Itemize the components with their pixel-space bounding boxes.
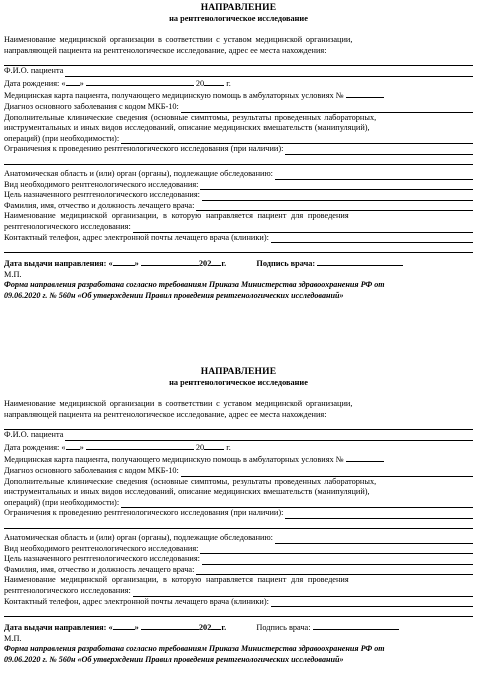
referral-form-1 [4,3,473,301]
form-subtitle: на рентгенологическое исследование [169,14,308,23]
issue-date-quote: » [134,259,139,269]
clinical-row [4,134,473,145]
issue-year-field[interactable] [211,621,221,630]
org-input-line[interactable] [4,56,473,66]
purpose-field[interactable] [202,192,473,201]
form-note-line2: 09.06.2020 г. № 560н «Об утверждении Правил проведения рентгенологических исследований» [4,654,344,664]
limits-field[interactable] [285,146,473,155]
exam-type-row [4,544,473,555]
form-note-line2: 09.06.2020 г. № 560н «Об утверждении Правил проведения рентгенологических исследований» [4,290,344,300]
purpose-row [4,554,473,565]
org-label-line2: направляющей пациента на рентгенологическое исследование, адрес ее места нахождения: [4,45,327,55]
clinical-label-line1: Дополнительные клинические сведения (основные симптомы, результаты проведенных лабораторных, [4,112,377,122]
purpose-label: Цель назначенного рентгенологического исследования: [4,554,200,564]
patient-name-label: Ф.И.О. пациента [4,430,64,440]
patient-name-field[interactable] [65,68,473,77]
form-note-line1: Форма направления разработана согласно требованиям Приказа Министерства здравоохранения РФ от [4,280,385,290]
stamp-label: М.П. [4,633,22,643]
birth-day-field[interactable] [66,77,80,86]
diagnosis-label: Диагноз основного заболевания с кодом МКБ-10: [4,101,179,111]
anatomy-field[interactable] [275,171,473,180]
med-card-label: Медицинская карта пациента, получающего медицинскую помощь в амбулаторных условиях № [4,455,344,465]
birth-year-field[interactable] [204,441,224,450]
contact-label: Контактный телефон, адрес электронной почты лечащего врача (клиники): [4,596,269,606]
limits-label: Ограничения к проведению рентгенологического исследования (при наличии): [4,144,284,154]
med-card-label: Медицинская карта пациента, получающего медицинскую помощь в амбулаторных условиях № [4,91,344,101]
patient-name-row [4,430,473,441]
birth-year-field[interactable] [204,77,224,86]
med-card-row [4,453,473,466]
signature-field[interactable] [317,257,403,266]
form-note-line1: Форма направления разработана согласно требованиям Приказа Министерства здравоохранения РФ от [4,644,385,654]
doctor-field[interactable] [196,202,473,211]
limits-row [4,508,473,519]
contact-field[interactable] [271,234,473,243]
org-label-line1: Наименование медицинской организации в соответствии с уставом медицинской организации, [4,35,353,44]
issue-day-field[interactable] [113,621,135,630]
anatomy-label: Анатомическая область и (или) орган (органы), подлежащие обследованию: [4,532,273,542]
anatomy-row [4,533,473,544]
destination-label-line2: рентгенологического исследования: [4,585,131,595]
issue-year-suffix: г. [221,623,227,633]
issue-date-label: Дата выдачи направления: « [4,623,113,633]
doctor-field[interactable] [196,566,473,575]
anatomy-label: Анатомическая область и (или) орган (органы), подлежащие обследованию: [4,168,273,178]
purpose-row [4,190,473,201]
exam-type-label: Вид необходимого рентгенологического исследования: [4,179,199,189]
destination-label-line1: Наименование медицинской организации, в которую направляется пациент для проведения [4,575,349,585]
clinical-label-line3: операций) (при необходимости): [4,133,120,143]
referral-form-2 [4,367,473,665]
med-card-field[interactable] [346,453,384,462]
destination-row [4,586,473,597]
contact-row [4,233,473,244]
issue-date-row [4,621,473,634]
anatomy-field[interactable] [275,535,473,544]
destination-label-line1: Наименование медицинской организации, в которую направляется пациент для проведения [4,211,349,221]
patient-name-row [4,66,473,77]
exam-type-field[interactable] [200,181,473,190]
contact-field[interactable] [271,598,473,607]
clinical-row [4,498,473,509]
contact-extra-line[interactable] [4,607,473,617]
birth-date-row [4,77,473,90]
signature-label: Подпись врача: [256,623,311,633]
issue-month-field[interactable] [141,621,199,630]
birth-date-label: Дата рождения: « [4,442,66,452]
org-label-line1: Наименование медицинской организации в соответствии с уставом медицинской организации, [4,399,353,408]
issue-year-prefix: 202 [198,623,212,633]
diagnosis-field[interactable] [181,468,473,477]
signature-field[interactable] [313,621,399,630]
birth-year-prefix: 20 [195,442,205,452]
clinical-label-line2: инструментальных и иных видов исследований, описание медицинских вмешательств (манипуляций), [4,123,370,133]
limits-extra-line[interactable] [4,155,473,165]
purpose-label: Цель назначенного рентгенологического исследования: [4,190,200,200]
birth-year-prefix: 20 [195,78,205,88]
birth-day-field[interactable] [66,441,80,450]
diagnosis-field[interactable] [181,104,473,113]
org-label-line2: направляющей пациента на рентгенологическое исследование, адрес ее места нахождения: [4,409,327,419]
exam-type-field[interactable] [200,545,473,554]
birth-year-suffix: г. [226,442,231,452]
destination-row [4,222,473,233]
birth-date-quote: » [79,442,84,452]
clinical-label-line1: Дополнительные клинические сведения (основные симптомы, результаты проведенных лабораторных, [4,476,377,486]
destination-field[interactable] [133,588,473,597]
issue-year-field[interactable] [211,257,221,266]
issue-date-label: Дата выдачи направления: « [4,259,113,269]
destination-field[interactable] [133,224,473,233]
limits-row [4,144,473,155]
org-input-line[interactable] [4,420,473,430]
clinical-field[interactable] [121,135,473,144]
limits-label: Ограничения к проведению рентгенологического исследования (при наличии): [4,508,284,518]
issue-year-suffix: г. [221,259,227,269]
doctor-row [4,565,473,576]
birth-date-quote: » [79,78,84,88]
doctor-row [4,201,473,212]
form-title: НАПРАВЛЕНИЕ [200,3,277,13]
diagnosis-label: Диагноз основного заболевания с кодом МКБ-10: [4,465,179,475]
form-subtitle: на рентгенологическое исследование [169,378,308,387]
contact-extra-line[interactable] [4,243,473,253]
doctor-label: Фамилия, имя, отчество и должность лечащего врача: [4,564,195,574]
form-title: НАПРАВЛЕНИЕ [200,367,277,377]
med-card-field[interactable] [346,89,384,98]
signature-label: Подпись врача: [256,259,316,269]
issue-year-prefix: 202 [198,259,212,269]
exam-type-label: Вид необходимого рентгенологического исследования: [4,543,199,553]
issue-date-row [4,257,473,270]
birth-month-field[interactable] [86,77,194,86]
clinical-field[interactable] [121,499,473,508]
anatomy-row [4,169,473,180]
contact-row [4,597,473,608]
patient-name-field[interactable] [65,432,473,441]
issue-date-quote: » [134,623,139,633]
limits-field[interactable] [285,510,473,519]
contact-label: Контактный телефон, адрес электронной почты лечащего врача (клиники): [4,232,269,242]
birth-month-field[interactable] [86,441,194,450]
purpose-field[interactable] [202,556,473,565]
diagnosis-row [4,466,473,477]
clinical-label-line3: операций) (при необходимости): [4,497,120,507]
birth-date-label: Дата рождения: « [4,78,66,88]
birth-date-row [4,441,473,454]
exam-type-row [4,180,473,191]
issue-day-field[interactable] [113,257,135,266]
patient-name-label: Ф.И.О. пациента [4,66,64,76]
limits-extra-line[interactable] [4,519,473,529]
clinical-label-line2: инструментальных и иных видов исследований, описание медицинских вмешательств (манипуляций), [4,487,370,497]
doctor-label: Фамилия, имя, отчество и должность лечащего врача: [4,200,195,210]
destination-label-line2: рентгенологического исследования: [4,221,131,231]
issue-month-field[interactable] [141,257,199,266]
diagnosis-row [4,102,473,113]
med-card-row [4,89,473,102]
birth-year-suffix: г. [226,78,231,88]
stamp-label: М.П. [4,269,22,279]
